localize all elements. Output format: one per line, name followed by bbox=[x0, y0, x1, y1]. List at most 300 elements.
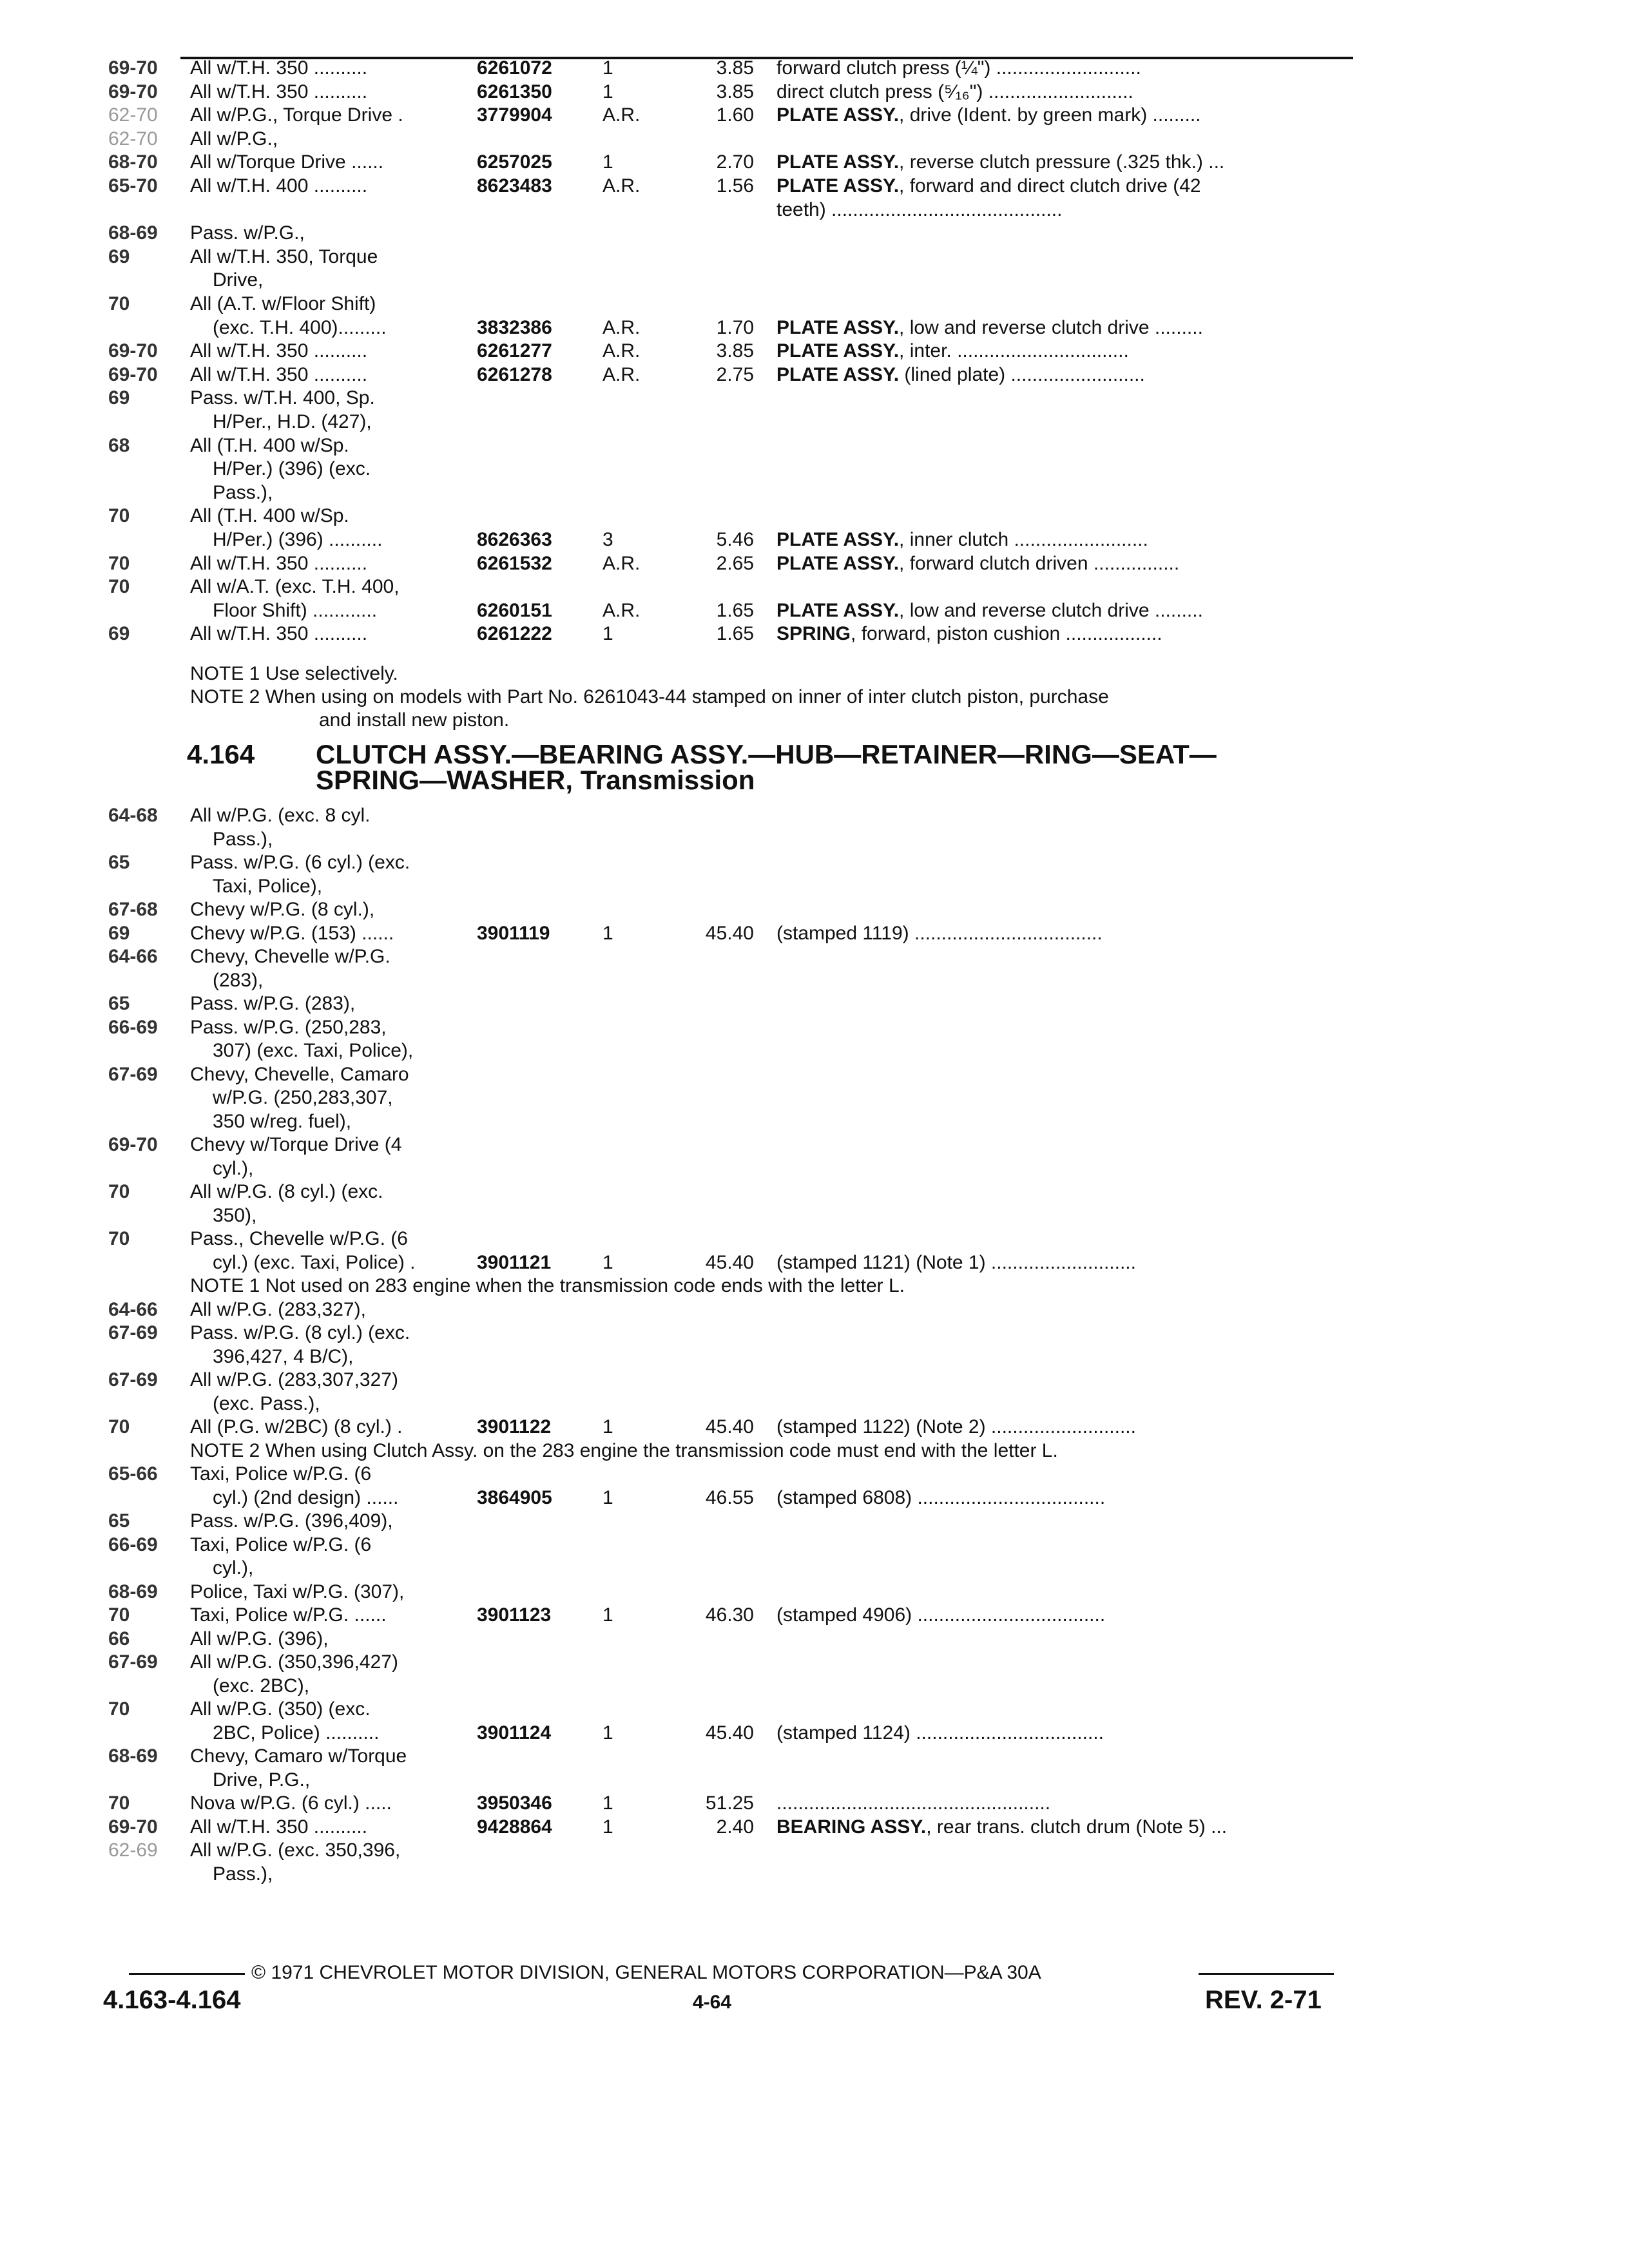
row-part-number: 8626363 bbox=[477, 529, 552, 550]
table-row bbox=[0, 1651, 1629, 1677]
table-row bbox=[0, 875, 1629, 901]
table-row bbox=[0, 1039, 1629, 1065]
row-model: All w/Torque Drive ...... bbox=[190, 151, 384, 173]
row-year: 65 bbox=[108, 852, 130, 873]
row-part-number: 9428864 bbox=[477, 1816, 552, 1838]
table-row bbox=[0, 1204, 1629, 1230]
row-model: Pass. w/P.G. (250,283, bbox=[190, 1016, 387, 1038]
row-model: Chevy w/P.G. (8 cyl.), bbox=[190, 899, 375, 920]
row-model: All w/P.G. (283,307,327) bbox=[190, 1369, 398, 1390]
row-description-item: PLATE ASSY. bbox=[776, 552, 900, 574]
table-row bbox=[0, 1227, 1629, 1253]
row-price: 5.46 bbox=[716, 529, 754, 550]
table-row bbox=[0, 945, 1629, 971]
row-quantity: A.R. bbox=[602, 340, 641, 362]
row-model: H/Per.) (396) .......... bbox=[213, 529, 383, 550]
row-model: All w/A.T. (exc. T.H. 400, bbox=[190, 576, 400, 598]
table-row bbox=[0, 828, 1629, 854]
row-part-number: 3832386 bbox=[477, 316, 552, 338]
row-year: 70 bbox=[108, 1698, 130, 1720]
table-row bbox=[0, 1251, 1629, 1277]
row-year: 67-69 bbox=[108, 1369, 158, 1390]
row-model: Chevy w/Torque Drive (4 bbox=[190, 1134, 402, 1155]
row-model: Chevy, Chevelle w/P.G. bbox=[190, 946, 390, 967]
table-row bbox=[0, 1628, 1629, 1653]
row-description-item: SPRING bbox=[776, 623, 851, 645]
row-price: 2.65 bbox=[716, 552, 754, 574]
row-model: All w/P.G. (350,396,427) bbox=[190, 1651, 398, 1673]
row-description-item: PLATE ASSY. bbox=[776, 104, 900, 126]
row-price: 51.25 bbox=[705, 1792, 754, 1814]
table-row bbox=[0, 1110, 1629, 1136]
row-year: 70 bbox=[108, 552, 130, 574]
row-description-text: , drive (Ident. by green mark) ......... bbox=[899, 104, 1201, 126]
row-description-text: ................................................... bbox=[776, 1792, 1051, 1814]
table-row bbox=[0, 57, 1629, 82]
table-row bbox=[0, 922, 1629, 948]
table-row bbox=[0, 1698, 1629, 1724]
row-model: All w/T.H. 350 .......... bbox=[190, 552, 368, 574]
row-model: Pass. w/P.G. (396,409), bbox=[190, 1510, 393, 1532]
row-quantity: 1 bbox=[602, 1251, 613, 1273]
row-year: 70 bbox=[108, 1604, 130, 1626]
row-price: 2.70 bbox=[716, 151, 754, 173]
row-model: Taxi, Police w/P.G. (6 bbox=[190, 1463, 372, 1485]
row-year: 65-66 bbox=[108, 1463, 158, 1485]
row-part-number: 6261532 bbox=[477, 552, 552, 574]
row-model: All w/T.H. 350 .......... bbox=[190, 623, 368, 645]
row-model: cyl.) (exc. Taxi, Police) . bbox=[213, 1251, 416, 1273]
row-description bbox=[776, 57, 1347, 80]
row-year: 69 bbox=[108, 623, 130, 645]
row-year: 69 bbox=[108, 245, 130, 267]
row-year: 67-68 bbox=[108, 899, 158, 920]
row-part-number: 3901124 bbox=[477, 1722, 552, 1744]
row-description-item: PLATE ASSY. bbox=[776, 175, 900, 197]
table-row bbox=[0, 599, 1629, 625]
row-part-number: 6261277 bbox=[477, 340, 552, 362]
row-description bbox=[776, 599, 1347, 622]
row-model: Pass.), bbox=[213, 828, 273, 850]
row-year: 64-66 bbox=[108, 1298, 158, 1320]
row-description bbox=[776, 363, 1347, 387]
row-model: 350), bbox=[213, 1204, 257, 1226]
row-year: 70 bbox=[108, 1792, 130, 1814]
table-row bbox=[0, 1792, 1629, 1818]
row-description bbox=[776, 922, 1347, 945]
footer-page-number: 4-64 bbox=[693, 1992, 732, 2013]
table-row bbox=[0, 1557, 1629, 1582]
row-description bbox=[776, 528, 1347, 552]
row-note: NOTE 1 Not used on 283 engine when the transmission code ends with the letter L. bbox=[190, 1275, 905, 1296]
row-model: All w/T.H. 350 .......... bbox=[190, 1816, 368, 1838]
row-part-number: 3779904 bbox=[477, 104, 552, 126]
row-year: 64-66 bbox=[108, 946, 158, 967]
row-price: 3.85 bbox=[716, 81, 754, 102]
row-model: 350 w/reg. fuel), bbox=[213, 1110, 352, 1132]
row-model: Chevy, Camaro w/Torque bbox=[190, 1745, 407, 1767]
row-year: 62-70 bbox=[108, 104, 158, 126]
row-description bbox=[776, 1416, 1347, 1439]
row-description-text: , low and reverse clutch drive ......... bbox=[899, 316, 1203, 338]
row-price: 2.40 bbox=[716, 1816, 754, 1838]
row-description bbox=[776, 340, 1347, 363]
row-part-number: 6261350 bbox=[477, 81, 552, 102]
row-year: 68-69 bbox=[108, 1745, 158, 1767]
table-row bbox=[0, 1180, 1629, 1206]
row-model: Pass. w/P.G. (8 cyl.) (exc. bbox=[190, 1322, 410, 1343]
row-year: 66-69 bbox=[108, 1533, 158, 1555]
row-description-text: , rear trans. clutch drum (Note 5) ... bbox=[926, 1816, 1228, 1838]
table-row bbox=[0, 1745, 1629, 1771]
row-model: All w/T.H. 350, Torque bbox=[190, 245, 378, 267]
top-note: NOTE 1 Use selectively. bbox=[190, 663, 398, 684]
row-description-text: (lined plate) ......................... bbox=[899, 363, 1145, 385]
row-model: All w/P.G. (350) (exc. bbox=[190, 1698, 371, 1720]
row-year: 68-69 bbox=[108, 222, 158, 244]
row-year: 65-70 bbox=[108, 175, 158, 197]
row-part-number: 3901122 bbox=[477, 1416, 552, 1437]
table-row bbox=[0, 1063, 1629, 1089]
row-description-text: , forward clutch driven ................ bbox=[899, 552, 1180, 574]
row-quantity: 1 bbox=[602, 1486, 613, 1508]
row-part-number: 8623483 bbox=[477, 175, 552, 197]
row-year: 67-69 bbox=[108, 1063, 158, 1085]
table-row bbox=[0, 1510, 1629, 1535]
row-description-item: BEARING ASSY. bbox=[776, 1816, 927, 1838]
row-price: 3.85 bbox=[716, 57, 754, 79]
row-price: 45.40 bbox=[705, 1722, 754, 1744]
row-model: Police, Taxi w/P.G. (307), bbox=[190, 1581, 405, 1602]
footer-rule-right bbox=[1199, 1973, 1334, 1975]
row-model: Floor Shift) ............ bbox=[213, 599, 378, 621]
row-description-item: PLATE ASSY. bbox=[776, 151, 900, 173]
table-row bbox=[0, 151, 1629, 177]
row-model: Drive, P.G., bbox=[213, 1769, 311, 1791]
row-part-number: 3901121 bbox=[477, 1251, 552, 1273]
footer-section-range: 4.163-4.164 bbox=[103, 1986, 241, 2014]
row-description bbox=[776, 151, 1347, 174]
table-row bbox=[0, 1604, 1629, 1629]
row-description-text: forward clutch press (¼") ........................... bbox=[776, 57, 1141, 79]
row-model: 2BC, Police) .......... bbox=[213, 1722, 380, 1744]
row-price: 2.75 bbox=[716, 363, 754, 385]
row-year: 69-70 bbox=[108, 340, 158, 362]
row-model: All w/T.H. 350 .......... bbox=[190, 363, 368, 385]
table-row bbox=[0, 340, 1629, 365]
table-row bbox=[0, 1369, 1629, 1394]
row-model: All w/P.G. (396), bbox=[190, 1628, 329, 1649]
row-quantity: A.R. bbox=[602, 104, 641, 126]
row-year: 68-70 bbox=[108, 151, 158, 173]
row-description bbox=[776, 1604, 1347, 1627]
row-quantity: A.R. bbox=[602, 363, 641, 385]
row-year: 69-70 bbox=[108, 1816, 158, 1838]
row-model: 396,427, 4 B/C), bbox=[213, 1345, 354, 1367]
row-part-number: 3950346 bbox=[477, 1792, 552, 1814]
table-row bbox=[0, 851, 1629, 877]
row-price: 1.56 bbox=[716, 175, 754, 197]
row-price: 1.65 bbox=[716, 599, 754, 621]
row-description-text: , inter. ................................ bbox=[899, 340, 1129, 362]
row-year: 64-68 bbox=[108, 805, 158, 826]
row-price: 46.30 bbox=[705, 1604, 754, 1626]
table-row bbox=[0, 434, 1629, 460]
table-row bbox=[0, 575, 1629, 601]
row-description bbox=[776, 1251, 1347, 1274]
table-row bbox=[0, 1345, 1629, 1371]
row-year: 70 bbox=[108, 576, 130, 598]
row-description-item: PLATE ASSY. bbox=[776, 316, 900, 338]
row-model: cyl.) (2nd design) ...... bbox=[213, 1486, 399, 1508]
row-year: 69-70 bbox=[108, 1134, 158, 1155]
table-row bbox=[0, 198, 1629, 224]
row-model: All w/P.G. (283,327), bbox=[190, 1298, 366, 1320]
row-description-text: (stamped 1124) ................................... bbox=[776, 1722, 1104, 1744]
row-model: Pass.), bbox=[213, 1863, 273, 1885]
row-price: 3.85 bbox=[716, 340, 754, 362]
row-description-text: , forward, piston cushion .................. bbox=[851, 623, 1162, 645]
row-model: All w/P.G., bbox=[190, 128, 278, 149]
table-row bbox=[0, 316, 1629, 342]
row-model: Taxi, Police), bbox=[213, 875, 323, 897]
row-year: 70 bbox=[108, 1181, 130, 1202]
row-description bbox=[776, 1722, 1347, 1745]
row-model: All w/P.G., Torque Drive . bbox=[190, 104, 403, 126]
row-year: 69 bbox=[108, 922, 130, 944]
row-price: 45.40 bbox=[705, 1416, 754, 1437]
table-row bbox=[0, 269, 1629, 294]
row-part-number: 6261278 bbox=[477, 363, 552, 385]
row-model: Pass. w/P.G. (283), bbox=[190, 993, 356, 1014]
table-row bbox=[0, 104, 1629, 130]
row-description bbox=[776, 1486, 1347, 1510]
row-model: H/Per., H.D. (427), bbox=[213, 411, 372, 432]
row-model: All w/P.G. (8 cyl.) (exc. bbox=[190, 1181, 383, 1202]
row-description-text: (stamped 1121) (Note 1) ........................... bbox=[776, 1251, 1136, 1273]
table-row bbox=[0, 1722, 1629, 1747]
row-description bbox=[776, 1792, 1347, 1815]
row-model: All w/T.H. 350 .......... bbox=[190, 81, 368, 102]
row-model: Pass. w/P.G., bbox=[190, 222, 305, 244]
row-description bbox=[776, 316, 1347, 340]
row-quantity: A.R. bbox=[602, 316, 641, 338]
table-row bbox=[0, 1439, 1629, 1465]
table-row bbox=[0, 1533, 1629, 1559]
table-row bbox=[0, 1321, 1629, 1347]
row-model: All w/T.H. 350 .......... bbox=[190, 57, 368, 79]
row-price: 1.70 bbox=[716, 316, 754, 338]
table-row bbox=[0, 1675, 1629, 1700]
row-description bbox=[776, 175, 1347, 198]
row-quantity: 1 bbox=[602, 1416, 613, 1437]
section-number: 4.164 bbox=[187, 739, 255, 769]
table-row bbox=[0, 457, 1629, 483]
table-row bbox=[0, 1416, 1629, 1441]
row-year: 67-69 bbox=[108, 1651, 158, 1673]
row-model: Pass. w/T.H. 400, Sp. bbox=[190, 387, 375, 409]
row-year: 70 bbox=[108, 293, 130, 314]
row-year: 62-70 bbox=[108, 128, 158, 149]
table-row bbox=[0, 992, 1629, 1018]
row-model: Taxi, Police w/P.G. (6 bbox=[190, 1533, 372, 1555]
row-part-number: 6257025 bbox=[477, 151, 552, 173]
row-quantity: 1 bbox=[602, 151, 613, 173]
row-description bbox=[776, 198, 1347, 222]
table-row bbox=[0, 363, 1629, 389]
row-description-item: PLATE ASSY. bbox=[776, 529, 900, 550]
row-model: cyl.), bbox=[213, 1157, 254, 1179]
row-model: Pass.), bbox=[213, 481, 273, 503]
table-row bbox=[0, 481, 1629, 507]
table-row bbox=[0, 128, 1629, 153]
row-year: 65 bbox=[108, 1510, 130, 1532]
row-description-item: PLATE ASSY. bbox=[776, 363, 900, 385]
table-row bbox=[0, 1769, 1629, 1794]
row-model: All w/P.G. (exc. 8 cyl. bbox=[190, 805, 371, 826]
row-year: 66 bbox=[108, 1628, 130, 1649]
top-note: and install new piston. bbox=[319, 709, 510, 731]
row-description-item: PLATE ASSY. bbox=[776, 340, 900, 362]
table-row bbox=[0, 1016, 1629, 1042]
row-part-number: 6261222 bbox=[477, 623, 552, 645]
row-model: cyl.), bbox=[213, 1557, 254, 1579]
table-row bbox=[0, 222, 1629, 247]
row-model: All (T.H. 400 w/Sp. bbox=[190, 434, 349, 456]
row-model: Pass. w/P.G. (6 cyl.) (exc. bbox=[190, 852, 410, 873]
row-quantity: 1 bbox=[602, 81, 613, 102]
row-part-number: 6260151 bbox=[477, 599, 552, 621]
row-year: 65 bbox=[108, 993, 130, 1014]
row-model: All w/P.G. (exc. 350,396, bbox=[190, 1840, 401, 1861]
table-row bbox=[0, 1086, 1629, 1112]
row-quantity: 1 bbox=[602, 57, 613, 79]
row-description-item: PLATE ASSY. bbox=[776, 599, 900, 621]
row-quantity: 1 bbox=[602, 1792, 613, 1814]
row-model: (283), bbox=[213, 969, 264, 991]
row-year: 68-69 bbox=[108, 1581, 158, 1602]
table-row bbox=[0, 1816, 1629, 1841]
table-row bbox=[0, 175, 1629, 200]
row-description bbox=[776, 81, 1347, 104]
row-description-text: teeth) ........................................... bbox=[776, 198, 1063, 220]
row-quantity: 1 bbox=[602, 1722, 613, 1744]
footer-revision: REV. 2-71 bbox=[1205, 1986, 1322, 2014]
table-row bbox=[0, 505, 1629, 530]
row-description-text: , reverse clutch pressure (.325 thk.) ... bbox=[899, 151, 1225, 173]
table-row bbox=[0, 410, 1629, 436]
top-note: NOTE 2 When using on models with Part No. 6261043-44 stamped on inner of inter clutch piston, purchase bbox=[190, 686, 1109, 707]
row-model: All (P.G. w/2BC) (8 cyl.) . bbox=[190, 1416, 403, 1437]
row-price: 45.40 bbox=[705, 1251, 754, 1273]
row-description-text: (stamped 1122) (Note 2) ........................... bbox=[776, 1416, 1136, 1437]
row-model: H/Per.) (396) (exc. bbox=[213, 458, 371, 480]
row-model: (exc. 2BC), bbox=[213, 1675, 310, 1696]
table-row bbox=[0, 552, 1629, 578]
table-row bbox=[0, 1298, 1629, 1324]
row-price: 1.65 bbox=[716, 623, 754, 645]
row-year: 70 bbox=[108, 505, 130, 527]
table-row bbox=[0, 81, 1629, 106]
row-model: Pass., Chevelle w/P.G. (6 bbox=[190, 1228, 408, 1249]
row-model: (exc. T.H. 400)......... bbox=[213, 316, 387, 338]
row-quantity: A.R. bbox=[602, 552, 641, 574]
row-description bbox=[776, 622, 1347, 646]
table-row bbox=[0, 1274, 1629, 1300]
table-row bbox=[0, 1392, 1629, 1418]
table-row bbox=[0, 1133, 1629, 1159]
row-year: 66-69 bbox=[108, 1016, 158, 1038]
row-quantity: 1 bbox=[602, 1604, 613, 1626]
row-year: 70 bbox=[108, 1416, 130, 1437]
row-quantity: 1 bbox=[602, 922, 613, 944]
row-quantity: 3 bbox=[602, 529, 613, 550]
row-year: 69-70 bbox=[108, 363, 158, 385]
row-description-text: (stamped 4906) ................................... bbox=[776, 1604, 1106, 1626]
row-model: (exc. Pass.), bbox=[213, 1392, 320, 1414]
row-year: 69-70 bbox=[108, 81, 158, 102]
row-description-text: , low and reverse clutch drive ......... bbox=[899, 599, 1203, 621]
copyright-line: © 1971 CHEVROLET MOTOR DIVISION, GENERAL MOTORS CORPORATION—P&A 30A bbox=[251, 1962, 1041, 1983]
row-description-text: direct clutch press (⁵⁄₁₆") ........................... bbox=[776, 81, 1133, 102]
table-row bbox=[0, 1463, 1629, 1488]
row-year: 68 bbox=[108, 434, 130, 456]
table-row bbox=[0, 1863, 1629, 1888]
section-title-line1: CLUTCH ASSY.—BEARING ASSY.—HUB—RETAINER—RING—SEAT— bbox=[316, 739, 1217, 769]
table-row bbox=[0, 245, 1629, 271]
table-row bbox=[0, 1839, 1629, 1865]
table-row bbox=[0, 293, 1629, 318]
row-year: 62-69 bbox=[108, 1840, 158, 1861]
row-quantity: 1 bbox=[602, 623, 613, 645]
footer-rule-left bbox=[129, 1973, 245, 1975]
row-model: Nova w/P.G. (6 cyl.) ..... bbox=[190, 1792, 392, 1814]
row-part-number: 3901119 bbox=[477, 922, 550, 944]
table-row bbox=[0, 804, 1629, 830]
row-price: 46.55 bbox=[705, 1486, 754, 1508]
table-row bbox=[0, 528, 1629, 554]
row-price: 45.40 bbox=[705, 922, 754, 944]
row-model: All (T.H. 400 w/Sp. bbox=[190, 505, 349, 527]
row-description-text: , inner clutch ......................... bbox=[899, 529, 1148, 550]
row-model: w/P.G. (250,283,307, bbox=[213, 1087, 393, 1108]
row-model: Chevy, Chevelle, Camaro bbox=[190, 1063, 409, 1085]
row-year: 69-70 bbox=[108, 57, 158, 79]
row-part-number: 3864905 bbox=[477, 1486, 552, 1508]
row-description bbox=[776, 104, 1347, 127]
table-row bbox=[0, 622, 1629, 648]
row-description-text: , forward and direct clutch drive (42 bbox=[899, 175, 1201, 197]
row-year: 70 bbox=[108, 1228, 130, 1249]
row-model: Drive, bbox=[213, 269, 264, 291]
row-description-text: (stamped 1119) ................................... bbox=[776, 922, 1103, 944]
row-model: Taxi, Police w/P.G. ...... bbox=[190, 1604, 387, 1626]
table-row bbox=[0, 1486, 1629, 1512]
row-part-number: 3901123 bbox=[477, 1604, 552, 1626]
row-description bbox=[776, 1816, 1347, 1839]
row-year: 69 bbox=[108, 387, 130, 409]
row-description-text: (stamped 6808) ................................... bbox=[776, 1486, 1106, 1508]
row-description bbox=[776, 552, 1347, 575]
table-row bbox=[0, 969, 1629, 995]
row-model: All w/T.H. 400 .......... bbox=[190, 175, 368, 197]
row-model: 307) (exc. Taxi, Police), bbox=[213, 1040, 414, 1061]
row-note: NOTE 2 When using Clutch Assy. on the 283 engine the transmission code must end with the letter L. bbox=[190, 1439, 1058, 1461]
row-model: Chevy w/P.G. (153) ...... bbox=[190, 922, 394, 944]
row-price: 1.60 bbox=[716, 104, 754, 126]
row-model: All (A.T. w/Floor Shift) bbox=[190, 293, 376, 314]
row-quantity: A.R. bbox=[602, 599, 641, 621]
